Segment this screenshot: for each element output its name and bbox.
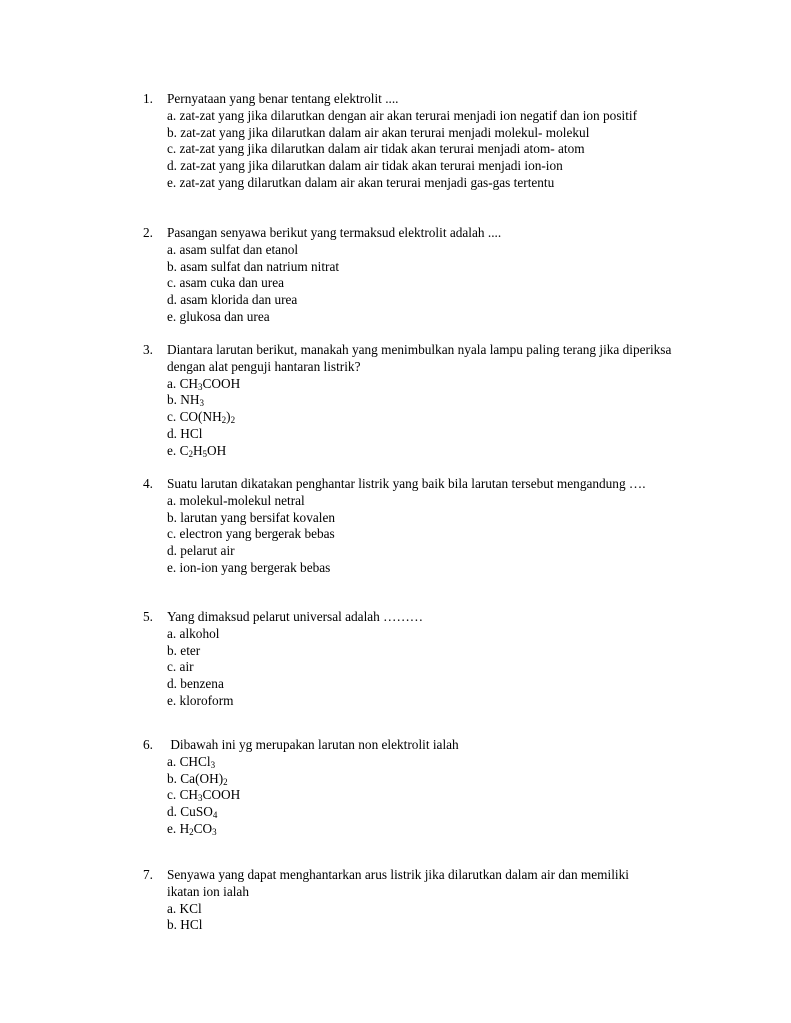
option-d: d. benzena <box>167 676 224 692</box>
option-b: b. asam sulfat dan natrium nitrat <box>167 258 340 274</box>
option-a: a. asam sulfat dan etanol <box>167 241 299 257</box>
question-text: Diantara larutan berikut, manakah yang menimbulkan nyala lampu paling terang jika diperiksa dengan alat penguji hantaran listrik? <box>167 342 672 374</box>
option-e: e. kloroform <box>167 692 234 708</box>
option-c: c. air <box>167 659 194 675</box>
question-number: 7. <box>143 867 153 882</box>
question-2 <box>143 225 703 326</box>
question-number: 3. <box>143 342 153 357</box>
question-6 <box>143 737 703 838</box>
option-e: e. $C_2H_5OH$ <box>167 442 227 459</box>
option-b: b. zat-zat yang jika dilarutkan dalam air akan terurai menjadi molekul- molekul <box>167 124 590 140</box>
question-text: Suatu larutan dikatakan penghantar listrik yang baik bila larutan tersebut mengandung …. <box>167 476 646 491</box>
answer-options <box>167 376 703 460</box>
answer-options <box>167 901 703 935</box>
option-e: e. $H_2CO_3$ <box>167 820 217 837</box>
answer-options <box>167 754 703 838</box>
option-d: d. zat-zat yang jika dilarutkan dalam air tidak akan terurai menjadi ion-ion <box>167 158 563 174</box>
question-4 <box>143 476 703 577</box>
question-number: 5. <box>143 609 153 624</box>
question-text: Yang dimaksud pelarut universal adalah ……… <box>167 609 424 624</box>
answer-options <box>167 493 703 577</box>
option-b: b. $NH_3$ <box>167 392 205 409</box>
option-e: e. zat-zat yang dilarutkan dalam air akan terurai menjadi gas-gas tertentu <box>167 174 555 190</box>
question-7 <box>143 867 703 934</box>
question-number: 6. <box>143 737 153 752</box>
option-d: d. pelarut air <box>167 543 235 559</box>
question-text: Pasangan senyawa berikut yang termaksud elektrolit adalah .... <box>167 225 502 240</box>
question-text: Dibawah ini yg merupakan larutan non elektrolit ialah <box>167 737 459 752</box>
answer-options <box>167 108 703 192</box>
option-c: c. $CH_3COOH$ <box>167 787 241 804</box>
option-b: b. $Ca(OH)_2$ <box>167 770 228 787</box>
option-c: c. zat-zat yang jika dilarutkan dalam air tidak akan terurai menjadi atom- atom <box>167 141 585 157</box>
option-e: e. glukosa dan urea <box>167 308 270 324</box>
question-5 <box>143 609 703 710</box>
question-text: Senyawa yang dapat menghantarkan arus listrik jika dilarutkan dalam air dan memiliki ikatan ion ialah <box>167 867 629 899</box>
option-a: a. molekul-molekul netral <box>167 492 305 508</box>
option-d: d. HCl <box>167 425 203 441</box>
option-d: d. CuSO$_4$ <box>167 804 218 821</box>
option-c: c. electron yang bergerak bebas <box>167 526 335 542</box>
question-number: 2. <box>143 225 153 240</box>
option-e: e. ion-ion yang bergerak bebas <box>167 559 331 575</box>
option-b: b. HCl <box>167 917 203 933</box>
question-number: 4. <box>143 476 153 491</box>
option-a: a. zat-zat yang jika dilarutkan dengan air akan terurai menjadi ion negatif dan ion positif <box>167 107 638 123</box>
option-a: a. CHCl$_3$ <box>167 753 216 770</box>
answer-options <box>167 626 703 710</box>
option-b: b. larutan yang bersifat kovalen <box>167 509 335 525</box>
option-a: a. alkohol <box>167 625 220 641</box>
option-c: c. $CO(NH_2)_2$ <box>167 409 236 426</box>
option-c: c. asam cuka dan urea <box>167 275 285 291</box>
answer-options <box>167 242 703 326</box>
option-a: a. KCl <box>167 900 202 916</box>
question-number: 1. <box>143 91 153 106</box>
question-text: Pernyataan yang benar tentang elektrolit .... <box>167 91 399 106</box>
option-b: b. eter <box>167 642 201 658</box>
option-d: d. asam klorida dan urea <box>167 292 298 308</box>
question-3 <box>143 342 703 460</box>
option-a: a. $CH_3COOH$ <box>167 375 241 392</box>
question-1 <box>143 91 703 192</box>
